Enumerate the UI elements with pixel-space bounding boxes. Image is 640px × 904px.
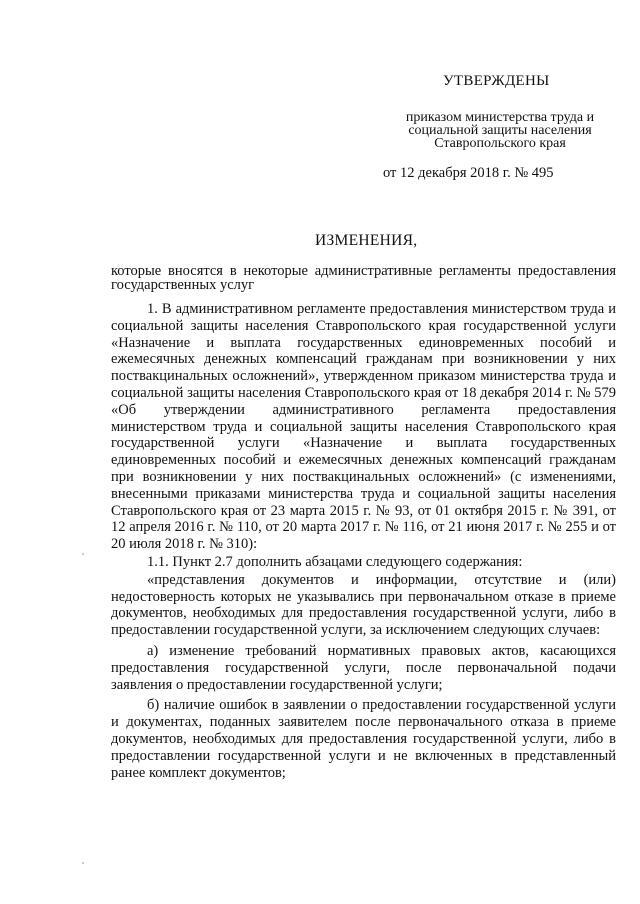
document-body	[111, 301, 616, 785]
document-subtitle: которые вносятся в некоторые административные регламенты предоставления государственных услуг	[111, 263, 616, 293]
order-line: Ставропольского края	[434, 136, 566, 151]
document-title: ИЗМЕНЕНИЯ,	[315, 232, 418, 249]
paragraph: 1.1. Пункт 2.7 дополнить абзацами следующего содержания:	[147, 553, 523, 570]
paragraph: «представления документов и информации, отсутствие и (или) недостоверность которых не указывались при первоначальном отказе в приеме документов, необходимых для предоставления государственной услуги, либо в предоставлении государственной услуги, за исключением следующих случаев:	[111, 571, 616, 639]
approval-stamp-heading: УТВЕРЖДЕНЫ	[443, 73, 550, 89]
order-date: от 12 декабря 2018 г. № 495	[383, 165, 554, 181]
paragraph: б) наличие ошибок в заявлении о предоставлении государственной услуги и документах, поданных заявителем после первоначального отказа в приеме документов, необходимых для предоставления государственной услуги, либо в предоставлении государственной услуги и не включенных в представленный ранее комплект документов;	[111, 697, 616, 781]
paragraph: а) изменение требований нормативных правовых актов, касающихся предоставления государственной услуги, после первоначальной подачи заявления о предоставлении государственной услуги;	[111, 642, 616, 693]
approval-order-block	[380, 111, 620, 150]
order-line: социальной защиты населения	[408, 123, 592, 138]
order-line: приказом министерства труда и	[405, 110, 595, 125]
scan-speck	[82, 553, 84, 555]
scan-speck	[82, 862, 84, 864]
paragraph: 1. В административном регламенте предоставления министерством труда и социальной защиты населения Ставропольского края государственной услуги «Назначение и выплата государственных единовременных пособий и ежемесячных денежных компенсаций гражданам при возникновении у них поствакцинальных осложнений», утвержденном приказом министерства труда и социальной защиты населения Ставропольского края от 18 декабря 2014 г. № 579 «Об утверждении административного регламента предоставления министерством труда и социальной защиты населения Ставропольского края государственной услуги «Назначение и выплата государственных единовременных пособий и ежемесячных денежных компенсаций гражданам при возникновении у них поствакцинальных осложнений» (с изменениями, внесенными приказами министерства труда и социальной защиты населения Ставропольского края от 23 марта 2015 г. № 93, от 01 октября 2015 г. № 391, от 12 апреля 2016 г. № 110, от 20 марта 2017 г. № 116, от 21 июня 2017 г. № 255 и от 20 июля 2018 г. № 310):	[111, 301, 616, 553]
